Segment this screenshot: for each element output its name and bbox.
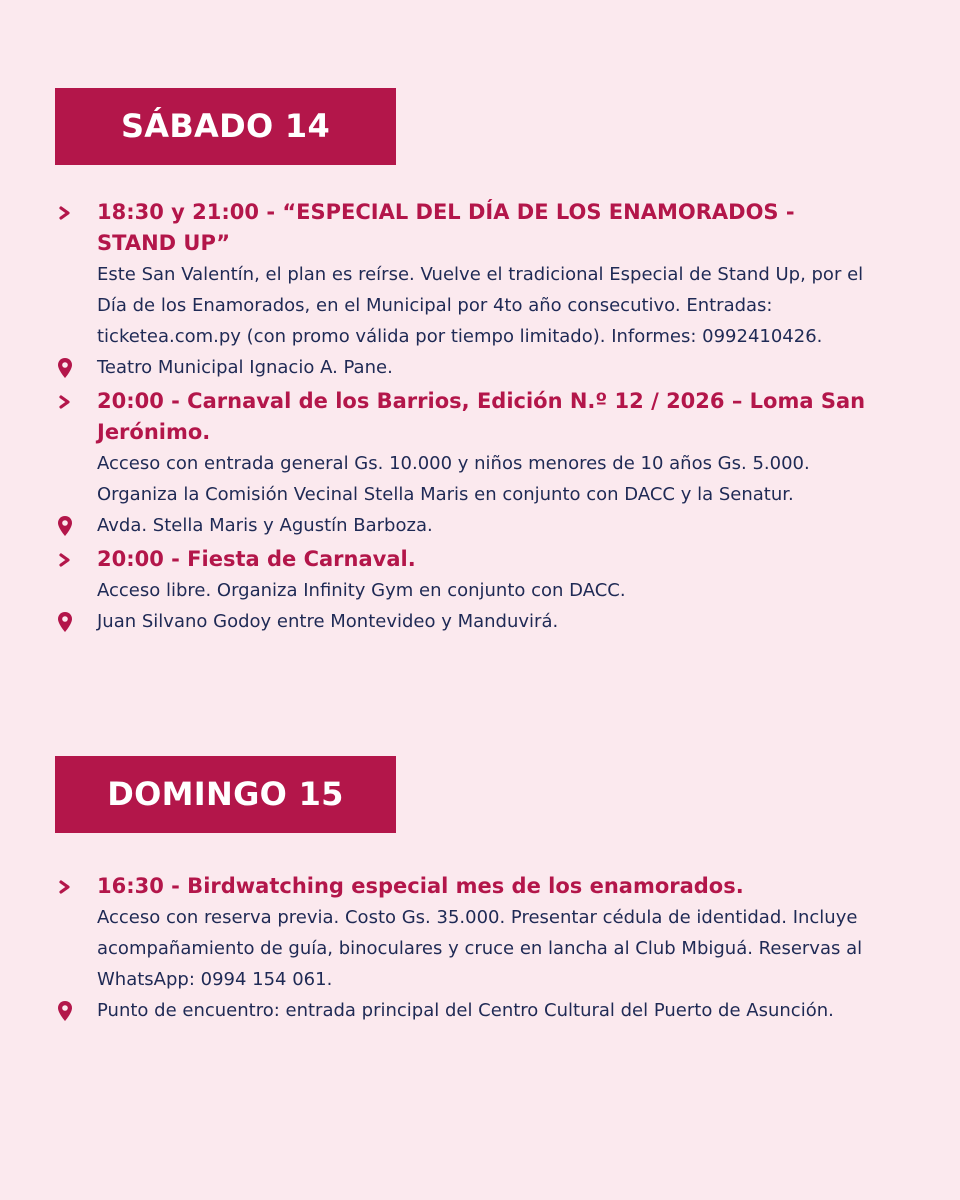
event-description-row [55, 902, 875, 995]
event-description: Acceso con entrada general Gs. 10.000 y niños menores de 10 años Gs. 5.000. Organiza la Comisión Vecinal Stella Maris en conjunto con DACC y la Senatur. [97, 453, 810, 505]
map-pin-icon [55, 995, 75, 1027]
day-header-sabado: SÁBADO 14 [55, 88, 396, 165]
events-sabado [55, 197, 875, 637]
map-pin-icon [55, 510, 75, 542]
event-description: Acceso libre. Organiza Infinity Gym en conjunto con DACC. [97, 580, 626, 601]
event-description: Este San Valentín, el plan es reírse. Vuelve el tradicional Especial de Stand Up, por el Día de los Enamorados, en el Municipal por 4to año consecutivo. Entradas: ticketea.com.py (con promo válida por tiempo limitado). Informes: 0992410426. [97, 264, 864, 347]
event-location: Punto de encuentro: entrada principal del Centro Cultural del Puerto de Asunción. [97, 1000, 834, 1021]
chevron-right-icon [55, 197, 75, 229]
event-title: 18:30 y 21:00 - “ESPECIAL DEL DÍA DE LOS ENAMORADOS - STAND UP” [97, 200, 795, 255]
event-location-row [55, 352, 875, 383]
event-title: 16:30 - Birdwatching especial mes de los enamorados. [97, 874, 744, 898]
event-location-row [55, 606, 875, 637]
event-title-row [55, 544, 875, 575]
event-location: Avda. Stella Maris y Agustín Barboza. [97, 515, 433, 536]
chevron-right-icon [55, 544, 75, 576]
event-title: 20:00 - Fiesta de Carnaval. [97, 547, 416, 571]
event-title-row [55, 386, 875, 448]
event-description-row [55, 448, 875, 510]
day-header-domingo: DOMINGO 15 [55, 756, 396, 833]
event-description-row [55, 259, 875, 352]
event-description-row [55, 575, 875, 606]
map-pin-icon [55, 352, 75, 384]
event-location-row [55, 510, 875, 541]
chevron-right-icon [55, 386, 75, 418]
event-description: Acceso con reserva previa. Costo Gs. 35.000. Presentar cédula de identidad. Incluye acompañamiento de guía, binoculares y cruce en lancha al Club Mbiguá. Reservas al WhatsApp: 0994 154 061. [97, 907, 863, 990]
event-title-row [55, 197, 875, 259]
event-location: Juan Silvano Godoy entre Montevideo y Manduvirá. [97, 611, 559, 632]
chevron-right-icon [55, 871, 75, 903]
event-location-row [55, 995, 875, 1026]
map-pin-icon [55, 606, 75, 638]
event-title: 20:00 - Carnaval de los Barrios, Edición N.º 12 / 2026 – Loma San Jerónimo. [97, 389, 866, 444]
event-title-row [55, 871, 875, 902]
events-domingo [55, 871, 875, 1026]
event-location: Teatro Municipal Ignacio A. Pane. [97, 357, 393, 378]
